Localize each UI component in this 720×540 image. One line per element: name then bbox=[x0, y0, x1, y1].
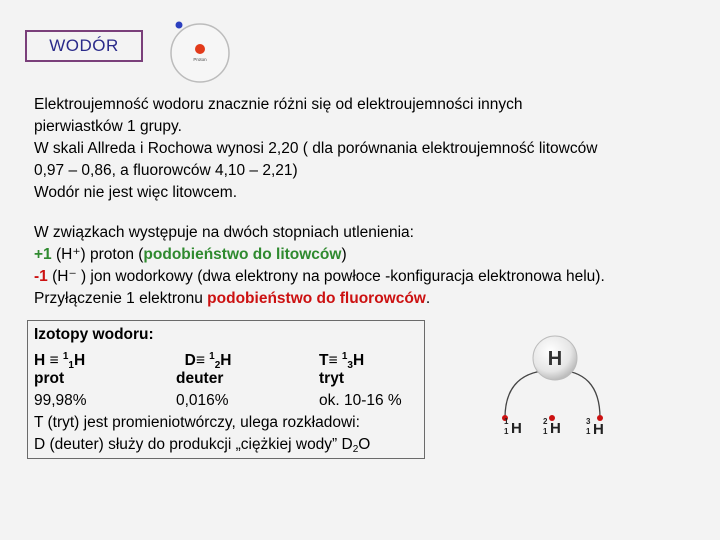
text-fragment: (H⁺) proton ( bbox=[51, 246, 144, 263]
text-line: 0,97 – 0,86, a fluorowców 4,10 – 2,21) bbox=[34, 162, 298, 179]
svg-text:H: H bbox=[593, 421, 604, 438]
oxidation-minus-line bbox=[34, 266, 714, 288]
deuterium-note: D (deuter) służy do produkcji „ciężkiej wody” $D_2O$ bbox=[34, 436, 371, 455]
isotope-symbol-protium: H ≡ $^1_1$H bbox=[34, 351, 86, 371]
svg-text:1: 1 bbox=[586, 427, 591, 436]
title-box bbox=[25, 30, 143, 62]
text-fragment: (H⁻ ) jon wodorkowy (dwa elektrony na powłoce -konfiguracja elektronowa helu). bbox=[47, 268, 605, 285]
svg-text:1: 1 bbox=[543, 427, 548, 436]
text-fragment: Przyłączenie 1 elektronu bbox=[34, 290, 208, 307]
isotope-abundance-protium: 99,98% bbox=[34, 392, 87, 409]
text-line: W skali Allreda i Rochowa wynosi 2,20 ( dla porównania elektroujemność litowców bbox=[34, 140, 598, 157]
diagram-isotope-1 bbox=[504, 417, 522, 437]
diagram-isotope-3 bbox=[586, 417, 604, 438]
isotope-abundance-tritium: ok. 10-16 % bbox=[319, 392, 402, 409]
lithium-similarity-highlight: podobieństwo do litowców bbox=[143, 246, 342, 263]
diagram-center-h: H bbox=[547, 348, 563, 370]
text-line: Wodór nie jest więc litowcem. bbox=[34, 184, 238, 201]
isotopes-box bbox=[27, 320, 425, 459]
hydrogen-atom-icon bbox=[163, 16, 237, 90]
tritium-note: T (tryt) jest promieniotwórczy, ulega rozkładowi: bbox=[34, 414, 360, 431]
paragraph-oxidation-states bbox=[34, 222, 714, 310]
text-line: W związkach występuje na dwóch stopniach utlenienia: bbox=[34, 224, 414, 241]
isotope-name-tritium: tryt bbox=[319, 370, 344, 387]
page-title: WODÓR bbox=[49, 36, 119, 55]
electron-attach-line bbox=[34, 288, 714, 310]
diagram-isotope-2 bbox=[543, 417, 561, 437]
oxidation-plus-number: +1 bbox=[34, 246, 52, 263]
svg-text:2: 2 bbox=[543, 417, 548, 426]
isotope-symbol-tritium: T≡ $^1_3$H bbox=[319, 351, 365, 371]
halogen-similarity-highlight: podobieństwo do fluorowców bbox=[207, 290, 426, 307]
paragraph-electronegativity bbox=[34, 94, 714, 204]
isotope-diagram bbox=[490, 330, 650, 445]
isotope-symbol-deuterium: D≡ $^1_2$H bbox=[184, 351, 232, 371]
text-line: pierwiastków 1 grupy. bbox=[34, 118, 182, 135]
isotopes-title: Izotopy wodoru: bbox=[34, 326, 154, 343]
text-fragment: . bbox=[425, 290, 431, 307]
isotope-name-deuterium: deuter bbox=[176, 370, 224, 387]
oxidation-minus-number: -1 bbox=[34, 268, 48, 285]
svg-text:H: H bbox=[511, 420, 522, 437]
svg-text:3: 3 bbox=[586, 417, 591, 426]
isotope-abundance-deuterium: 0,016% bbox=[176, 392, 229, 409]
isotope-name-protium: prot bbox=[34, 370, 65, 387]
svg-text:H: H bbox=[550, 420, 561, 437]
isotope-diagram-svg bbox=[490, 330, 650, 445]
svg-text:1: 1 bbox=[504, 427, 509, 436]
proton-label: Proton bbox=[193, 57, 207, 62]
text-line: Elektroujemność wodoru znacznie różni się od elektroujemności innych bbox=[34, 96, 523, 113]
oxidation-plus-line bbox=[34, 244, 714, 266]
text-fragment: ) bbox=[341, 246, 347, 263]
svg-text:1: 1 bbox=[504, 417, 509, 426]
